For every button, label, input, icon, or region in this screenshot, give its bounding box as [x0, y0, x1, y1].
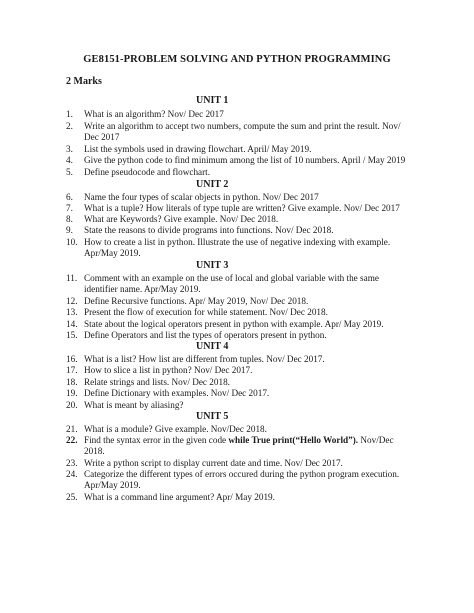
question-text: How to slice a list in python? Nov/ Dec 2017.: [84, 365, 253, 375]
question-number: 20.: [66, 400, 78, 410]
question-text: Comment with an example on the use of local and global variable with the same: [84, 273, 379, 283]
question-text: Present the flow of execution for while statement. Nov/ Dec 2018.: [84, 307, 328, 317]
marks-heading: 2 Marks: [66, 76, 102, 87]
question-text: Define Recursive functions. Apr/ May 2019, Nov/ Dec 2018.: [84, 296, 309, 306]
question-text-tail: Nov/Dec: [358, 435, 394, 445]
question-text: List the symbols used in drawing flowchart. April/ May 2019.: [84, 144, 312, 154]
question-number: 25.: [66, 492, 78, 502]
question-text: What is a command line argument? Apr/ May 2019.: [84, 492, 275, 502]
question-number: 4.: [66, 155, 73, 165]
question-number: 21.: [66, 424, 78, 434]
question-text: How to create a list in python. Illustrate the use of negative indexing with example.: [84, 237, 391, 247]
question-number: 19.: [66, 388, 78, 398]
question-number: 7.: [66, 203, 73, 213]
question-number: 2.: [66, 121, 73, 131]
question-text: State the reasons to divide programs into functions. Nov/ Dec 2018.: [84, 225, 334, 235]
question-number: 3.: [66, 144, 73, 154]
question-number: 8.: [66, 214, 73, 224]
question-number: 13.: [66, 307, 78, 317]
question-text: Categorize the different types of errors occured during the python program execution.: [84, 469, 400, 479]
question-number: 1.: [66, 109, 73, 119]
question-number: 15.: [66, 330, 78, 340]
question-text: What is a tuple? How literals of type tuple are written? Give example. Nov/ Dec 2017: [84, 203, 400, 213]
unit-heading: UNIT 2: [196, 179, 229, 190]
document-title: GE8151-PROBLEM SOLVING AND PYTHON PROGRAMMING: [83, 54, 391, 65]
question-text-continued: 2018.: [84, 446, 105, 457]
question-text: [84, 435, 394, 446]
question-code-snippet: while True print(“Hello World”).: [228, 435, 359, 445]
question-number: 14.: [66, 319, 78, 329]
question-text: Give the python code to find minimum among the list of 10 numbers. April / May 2019: [84, 155, 406, 165]
question-number: 22.: [66, 435, 78, 445]
question-number: 11.: [66, 273, 78, 283]
question-text: Define Dictionary with examples. Nov/ Dec 2017.: [84, 388, 270, 398]
question-text: What is a list? How list are different from tuples. Nov/ Dec 2017.: [84, 354, 325, 364]
question-number: 18.: [66, 377, 78, 387]
question-text: Name the four types of scalar objects in python. Nov/ Dec 2017: [84, 192, 319, 202]
question-text-lead: Find the syntax error in the given code: [84, 435, 229, 445]
question-text: Define Operators and list the types of operators present in python.: [84, 330, 327, 340]
question-number: 12.: [66, 296, 78, 306]
question-text: What are Keywords? Give example. Nov/ Dec 2018.: [84, 214, 279, 224]
unit-heading: UNIT 4: [196, 341, 229, 352]
question-text: What is meant by aliasing?: [84, 400, 184, 410]
unit-heading: UNIT 5: [196, 411, 229, 422]
question-text: Relate strings and lists. Nov/ Dec 2018.: [84, 377, 230, 387]
question-number: 6.: [66, 192, 73, 202]
unit-heading: UNIT 1: [196, 95, 229, 106]
question-text: Define pseudocode and flowchart.: [84, 167, 211, 177]
question-number: 9.: [66, 225, 73, 235]
question-number: 23.: [66, 458, 78, 468]
question-text-continued: identifier name. Apr/May 2019.: [84, 284, 201, 295]
unit-heading: UNIT 3: [196, 260, 229, 271]
question-text: What is an algorithm? Nov/ Dec 2017: [84, 109, 224, 119]
question-number: 5.: [66, 167, 73, 177]
question-text-continued: Apr/May 2019.: [84, 248, 141, 259]
question-text: Write an algorithm to accept two numbers, compute the sum and print the result. Nov/: [84, 121, 401, 131]
question-text: State about the logical operators present in python with example. Apr/ May 2019.: [84, 319, 384, 329]
question-text: What is a module? Give example. Nov/Dec 2018.: [84, 424, 267, 434]
question-text-continued: Apr/May 2019.: [84, 480, 141, 491]
question-number: 24.: [66, 469, 78, 479]
question-number: 10.: [66, 237, 78, 247]
question-text-continued: Dec 2017: [84, 132, 120, 143]
question-number: 16.: [66, 354, 78, 364]
question-number: 17.: [66, 365, 78, 375]
question-text: Write a python script to display current date and time. Nov/ Dec 2017.: [84, 458, 343, 468]
